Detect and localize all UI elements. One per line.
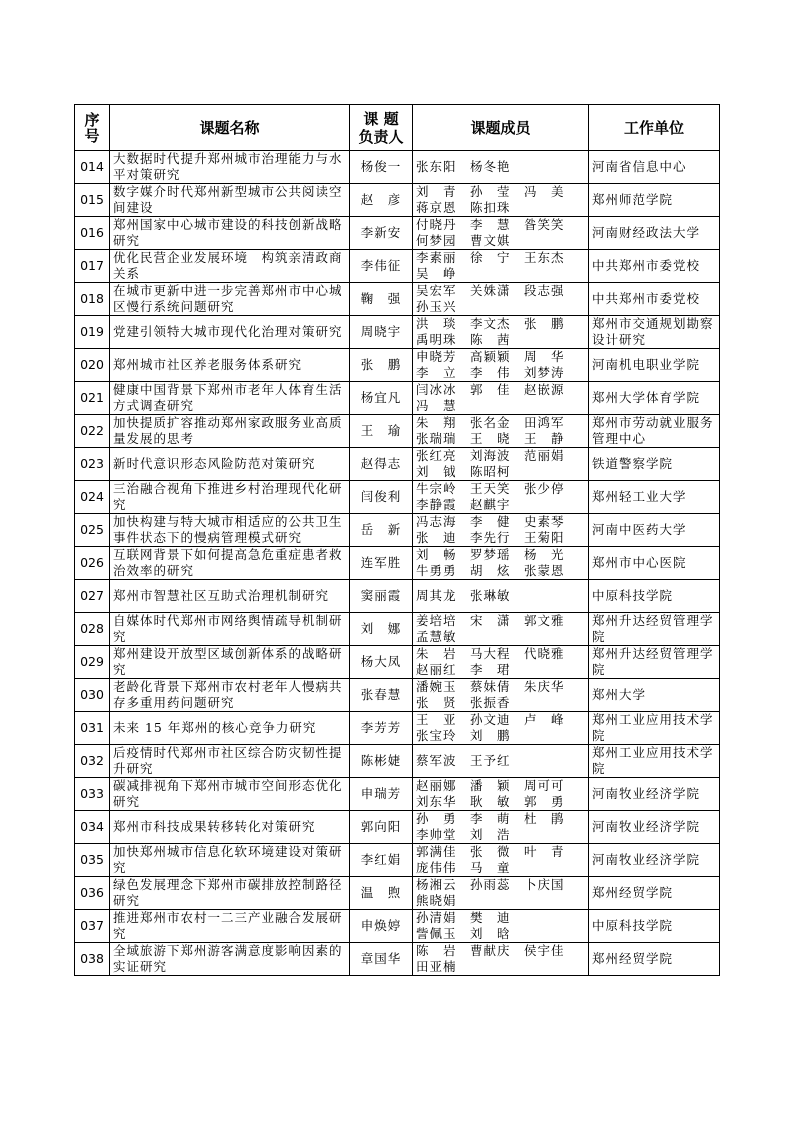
topic-members: 杨湘云 孙雨蕊 卜庆国 熊晓娟 bbox=[413, 877, 589, 910]
table-row bbox=[75, 613, 720, 646]
topic-leader: 连军胜 bbox=[350, 547, 413, 580]
work-unit: 中共郑州市委党校 bbox=[589, 283, 720, 316]
topic-title: 郑州城市社区养老服务体系研究 bbox=[110, 349, 350, 382]
work-unit: 河南财经政法大学 bbox=[589, 217, 720, 250]
row-number: 019 bbox=[75, 316, 110, 349]
topic-title: 郑州国家中心城市建设的科技创新战略研究 bbox=[110, 217, 350, 250]
table-row bbox=[75, 514, 720, 547]
topic-leader: 赵得志 bbox=[350, 448, 413, 481]
row-number: 023 bbox=[75, 448, 110, 481]
work-unit: 河南牧业经济学院 bbox=[589, 844, 720, 877]
topic-leader: 赵 彦 bbox=[350, 184, 413, 217]
topic-leader: 李新安 bbox=[350, 217, 413, 250]
table-row bbox=[75, 646, 720, 679]
topic-members: 朱 岩 马大程 代晓雅 赵丽红 李 珺 bbox=[413, 646, 589, 679]
topic-title: 在城市更新中进一步完善郑州市中心城区慢行系统问题研究 bbox=[110, 283, 350, 316]
row-number: 028 bbox=[75, 613, 110, 646]
topic-title: 健康中国背景下郑州市老年人体育生活方式调查研究 bbox=[110, 382, 350, 415]
table-row bbox=[75, 877, 720, 910]
topic-members: 王 亚 孙文迪 卢 峰 张宝玲 刘 鹏 bbox=[413, 712, 589, 745]
work-unit: 郑州市劳动就业服务管理中心 bbox=[589, 415, 720, 448]
topic-members: 冯志海 李 健 史素琴 张 迪 李先行 王菊阳 bbox=[413, 514, 589, 547]
row-number: 017 bbox=[75, 250, 110, 283]
topic-members: 周其龙 张琳敏 bbox=[413, 580, 589, 613]
work-unit: 河南牧业经济学院 bbox=[589, 778, 720, 811]
topic-leader: 刘 娜 bbox=[350, 613, 413, 646]
work-unit: 郑州师范学院 bbox=[589, 184, 720, 217]
row-number: 029 bbox=[75, 646, 110, 679]
topic-leader: 杨宜凡 bbox=[350, 382, 413, 415]
topic-members: 付晓丹 李 慧 昝笑笑 何梦园 曹文娸 bbox=[413, 217, 589, 250]
topic-title: 加快提质扩容推动郑州家政服务业高质量发展的思考 bbox=[110, 415, 350, 448]
row-number: 014 bbox=[75, 151, 110, 184]
row-number: 033 bbox=[75, 778, 110, 811]
work-unit: 河南中医药大学 bbox=[589, 514, 720, 547]
topic-title: 三治融合视角下推进乡村治理现代化研究 bbox=[110, 481, 350, 514]
row-number: 016 bbox=[75, 217, 110, 250]
table-row bbox=[75, 943, 720, 976]
topic-members: 张红亮 刘海波 范丽娟 刘 钺 陈昭柯 bbox=[413, 448, 589, 481]
topic-title: 推进郑州市农村一二三产业融合发展研究 bbox=[110, 910, 350, 943]
header-members: 课题成员 bbox=[413, 105, 589, 151]
table-row bbox=[75, 745, 720, 778]
topic-members: 张东阳 杨冬艳 bbox=[413, 151, 589, 184]
work-unit: 中原科技学院 bbox=[589, 910, 720, 943]
row-number: 030 bbox=[75, 679, 110, 712]
row-number: 034 bbox=[75, 811, 110, 844]
topic-members: 孙清娟 樊 迪 訾佩玉 刘 晗 bbox=[413, 910, 589, 943]
topic-leader: 窦丽霞 bbox=[350, 580, 413, 613]
work-unit: 河南机电职业学院 bbox=[589, 349, 720, 382]
topic-leader: 周晓宇 bbox=[350, 316, 413, 349]
topic-leader: 陈彬婕 bbox=[350, 745, 413, 778]
topic-title: 数字媒介时代郑州新型城市公共阅读空间建设 bbox=[110, 184, 350, 217]
topic-members: 洪 琰 李文杰 张 鹏 禹明珠 陈 茜 bbox=[413, 316, 589, 349]
topic-title: 党建引领特大城市现代化治理对策研究 bbox=[110, 316, 350, 349]
row-number: 021 bbox=[75, 382, 110, 415]
row-number: 038 bbox=[75, 943, 110, 976]
table-row bbox=[75, 217, 720, 250]
topic-leader: 杨俊一 bbox=[350, 151, 413, 184]
topic-members: 赵丽娜 潘 颖 周可可 刘东华 耿 敏 郭 勇 bbox=[413, 778, 589, 811]
table-row bbox=[75, 382, 720, 415]
topic-title: 老龄化背景下郑州市农村老年人慢病共存多重用药问题研究 bbox=[110, 679, 350, 712]
work-unit: 郑州经贸学院 bbox=[589, 877, 720, 910]
topic-leader: 温 煦 bbox=[350, 877, 413, 910]
table-row bbox=[75, 151, 720, 184]
topic-members: 郭满佳 张 微 叶 青 庞伟伟 马 童 bbox=[413, 844, 589, 877]
topic-members: 申晓芳 高颖颖 周 华 李 立 李 伟 刘梦涛 bbox=[413, 349, 589, 382]
topic-members: 蔡军波 王予红 bbox=[413, 745, 589, 778]
table-row bbox=[75, 910, 720, 943]
topic-leader: 鞠 强 bbox=[350, 283, 413, 316]
work-unit: 郑州市中心医院 bbox=[589, 547, 720, 580]
table-row bbox=[75, 316, 720, 349]
topic-title: 优化民营企业发展环境 构筑亲清政商关系 bbox=[110, 250, 350, 283]
row-number: 015 bbox=[75, 184, 110, 217]
topic-leader: 郭向阳 bbox=[350, 811, 413, 844]
topic-title: 郑州市科技成果转移转化对策研究 bbox=[110, 811, 350, 844]
row-number: 036 bbox=[75, 877, 110, 910]
topic-leader: 李红娟 bbox=[350, 844, 413, 877]
topic-members: 牛宗岭 王天笑 张少停 李静霞 赵麒宇 bbox=[413, 481, 589, 514]
header-leader: 课 题 负责人 bbox=[350, 105, 413, 151]
work-unit: 郑州升达经贸管理学院 bbox=[589, 646, 720, 679]
work-unit: 郑州经贸学院 bbox=[589, 943, 720, 976]
row-number: 020 bbox=[75, 349, 110, 382]
header-no: 序号 bbox=[75, 105, 110, 151]
topic-title: 碳减排视角下郑州市城市空间形态优化研究 bbox=[110, 778, 350, 811]
work-unit: 郑州大学体育学院 bbox=[589, 382, 720, 415]
row-number: 024 bbox=[75, 481, 110, 514]
row-number: 027 bbox=[75, 580, 110, 613]
row-number: 025 bbox=[75, 514, 110, 547]
topic-leader: 张春慧 bbox=[350, 679, 413, 712]
topic-leader: 岳 新 bbox=[350, 514, 413, 547]
topic-members: 朱 翔 张名金 田鸿军 张瑞瑞 王 晓 王 静 bbox=[413, 415, 589, 448]
header-title: 课题名称 bbox=[110, 105, 350, 151]
topic-title: 互联网背景下如何提高急危重症患者救治效率的研究 bbox=[110, 547, 350, 580]
topic-members: 姜培培 宋 潇 郭文雅 孟慧敏 bbox=[413, 613, 589, 646]
topic-title: 未来 15 年郑州的核心竞争力研究 bbox=[110, 712, 350, 745]
topic-leader: 王 瑜 bbox=[350, 415, 413, 448]
work-unit: 郑州轻工业大学 bbox=[589, 481, 720, 514]
topic-members: 陈 岩 曹献庆 侯宇佳 田亚楠 bbox=[413, 943, 589, 976]
table-row bbox=[75, 547, 720, 580]
work-unit: 郑州市交通规划勘察设计研究 bbox=[589, 316, 720, 349]
work-unit: 河南省信息中心 bbox=[589, 151, 720, 184]
table-row bbox=[75, 283, 720, 316]
topic-title: 自媒体时代郑州市网络舆情疏导机制研究 bbox=[110, 613, 350, 646]
header-row bbox=[75, 105, 720, 151]
topic-leader: 申瑞芳 bbox=[350, 778, 413, 811]
table-row bbox=[75, 415, 720, 448]
topic-leader: 张 鹏 bbox=[350, 349, 413, 382]
topics-table bbox=[74, 104, 720, 976]
topic-members: 潘婉玉 蔡妹倩 朱庆华 张 贤 张振香 bbox=[413, 679, 589, 712]
table-row bbox=[75, 844, 720, 877]
topic-members: 吴宏军 关姝潇 段志强 孙玉兴 bbox=[413, 283, 589, 316]
table-row bbox=[75, 250, 720, 283]
topic-title: 绿色发展理念下郑州市碳排放控制路径研究 bbox=[110, 877, 350, 910]
work-unit: 河南牧业经济学院 bbox=[589, 811, 720, 844]
topic-title: 新时代意识形态风险防范对策研究 bbox=[110, 448, 350, 481]
table-row bbox=[75, 580, 720, 613]
topic-title: 郑州建设开放型区域创新体系的战略研究 bbox=[110, 646, 350, 679]
table-row bbox=[75, 811, 720, 844]
topic-title: 全域旅游下郑州游客满意度影响因素的实证研究 bbox=[110, 943, 350, 976]
header-unit: 工作单位 bbox=[589, 105, 720, 151]
table-row bbox=[75, 481, 720, 514]
row-number: 018 bbox=[75, 283, 110, 316]
table-row bbox=[75, 184, 720, 217]
topic-members: 刘 青 孙 莹 冯 美 蒋京恩 陈扣珠 bbox=[413, 184, 589, 217]
topic-leader: 申焕婷 bbox=[350, 910, 413, 943]
topic-title: 加快构建与特大城市相适应的公共卫生事件状态下的慢病管理模式研究 bbox=[110, 514, 350, 547]
table-row bbox=[75, 679, 720, 712]
table-row bbox=[75, 712, 720, 745]
topic-leader: 杨大凤 bbox=[350, 646, 413, 679]
topic-leader: 李伟征 bbox=[350, 250, 413, 283]
topic-members: 闫冰冰 郭 佳 赵嵌源 冯 慧 bbox=[413, 382, 589, 415]
row-number: 022 bbox=[75, 415, 110, 448]
work-unit: 中共郑州市委党校 bbox=[589, 250, 720, 283]
table-row bbox=[75, 448, 720, 481]
topic-members: 李素丽 徐 宁 王东杰 吴 峥 bbox=[413, 250, 589, 283]
row-number: 032 bbox=[75, 745, 110, 778]
topic-title: 加快郑州城市信息化软环境建设对策研究 bbox=[110, 844, 350, 877]
work-unit: 铁道警察学院 bbox=[589, 448, 720, 481]
row-number: 031 bbox=[75, 712, 110, 745]
topic-leader: 章国华 bbox=[350, 943, 413, 976]
table-row bbox=[75, 349, 720, 382]
work-unit: 郑州工业应用技术学院 bbox=[589, 712, 720, 745]
work-unit: 中原科技学院 bbox=[589, 580, 720, 613]
topic-members: 刘 畅 罗梦瑶 杨 光 牛勇勇 胡 炫 张蒙恩 bbox=[413, 547, 589, 580]
work-unit: 郑州工业应用技术学院 bbox=[589, 745, 720, 778]
topic-leader: 闫俊利 bbox=[350, 481, 413, 514]
topic-title: 郑州市智慧社区互助式治理机制研究 bbox=[110, 580, 350, 613]
topic-members: 孙 勇 李 萌 杜 鹃 李帅堂 刘 浩 bbox=[413, 811, 589, 844]
row-number: 026 bbox=[75, 547, 110, 580]
row-number: 037 bbox=[75, 910, 110, 943]
row-number: 035 bbox=[75, 844, 110, 877]
table-row bbox=[75, 778, 720, 811]
topic-leader: 李芳芳 bbox=[350, 712, 413, 745]
topic-title: 大数据时代提升郑州城市治理能力与水平对策研究 bbox=[110, 151, 350, 184]
work-unit: 郑州升达经贸管理学院 bbox=[589, 613, 720, 646]
topic-title: 后疫情时代郑州市社区综合防灾韧性提升研究 bbox=[110, 745, 350, 778]
table-body bbox=[75, 151, 720, 976]
work-unit: 郑州大学 bbox=[589, 679, 720, 712]
